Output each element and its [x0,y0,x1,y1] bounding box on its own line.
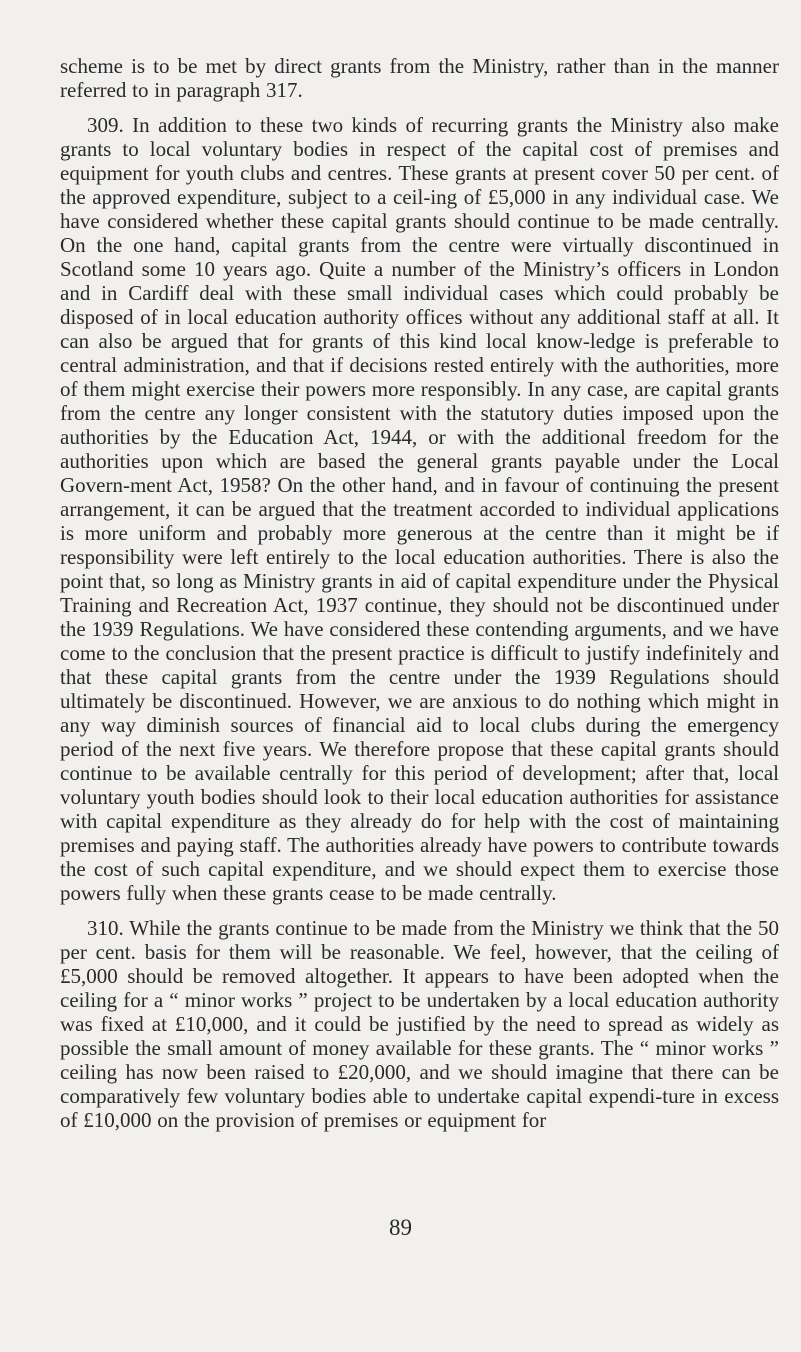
page-number: 89 [389,1215,412,1240]
paragraph-310: 310. While the grants continue to be made from the Ministry we think that the 50 per cent. basis for them will be reasonable. We feel, however, that the ceiling of £5,000 should be removed altogether. It appears to have been adopted when the ceiling for a “ minor works ” project to be undertaken by a local education authority was fixed at £10,000, and it could be justified by the need to spread as widely as possible the small amount of money available for these grants. The “ minor works ” ceiling has now been raised to £20,000, and we should imagine that there can be comparatively few voluntary bodies able to undertake capital expendi-ture in excess of £10,000 on the provision of premises or equipment for [60,916,779,1132]
body-text [60,54,779,1132]
paragraph-309: 309. In addition to these two kinds of recurring grants the Ministry also make grants to local voluntary bodies in respect of the capital cost of premises and equipment for youth clubs and centres. These grants at present cover 50 per cent. of the approved expenditure, subject to a ceil-ing of £5,000 in any individual case. We have considered whether these capital grants should continue to be made centrally. On the one hand, capital grants from the centre were virtually discontinued in Scotland some 10 years ago. Quite a number of the Ministry’s officers in London and in Cardiff deal with these small individual cases which could probably be disposed of in local education authority offices without any additional staff at all. It can also be argued that for grants of this kind local know-ledge is preferable to central administration, and that if decisions rested entirely with the authorities, more of them might exercise their powers more responsibly. In any case, are capital grants from the centre any longer consistent with the statutory duties imposed upon the authorities by the Education Act, 1944, or with the additional freedom for the authorities upon which are based the general grants payable under the Local Govern-ment Act, 1958? On the other hand, and in favour of continuing the present arrangement, it can be argued that the treatment accorded to individual applications is more uniform and probably more generous at the centre than it might be if responsibility were left entirely to the local education authorities. There is also the point that, so long as Ministry grants in aid of capital expenditure under the Physical Training and Recreation Act, 1937 continue, they should not be discontinued under the 1939 Regulations. We have considered these contending arguments, and we have come to the conclusion that the present practice is difficult to justify indefinitely and that these capital grants from the centre under the 1939 Regulations should ultimately be discontinued. However, we are anxious to do nothing which might in any way diminish sources of financial aid to local clubs during the emergency period of the next five years. We therefore propose that these capital grants should continue to be available centrally for this period of development; after that, local voluntary youth bodies should look to their local education authorities for assistance with capital expenditure as they already do for help with the cost of maintaining premises and paying staff. The authorities already have powers to contribute towards the cost of such capital expenditure, and we should expect them to exercise those powers fully when these grants cease to be made centrally. [60,113,779,905]
paragraph-continuation: scheme is to be met by direct grants from the Ministry, rather than in the manner referred to in paragraph 317. [60,54,779,102]
